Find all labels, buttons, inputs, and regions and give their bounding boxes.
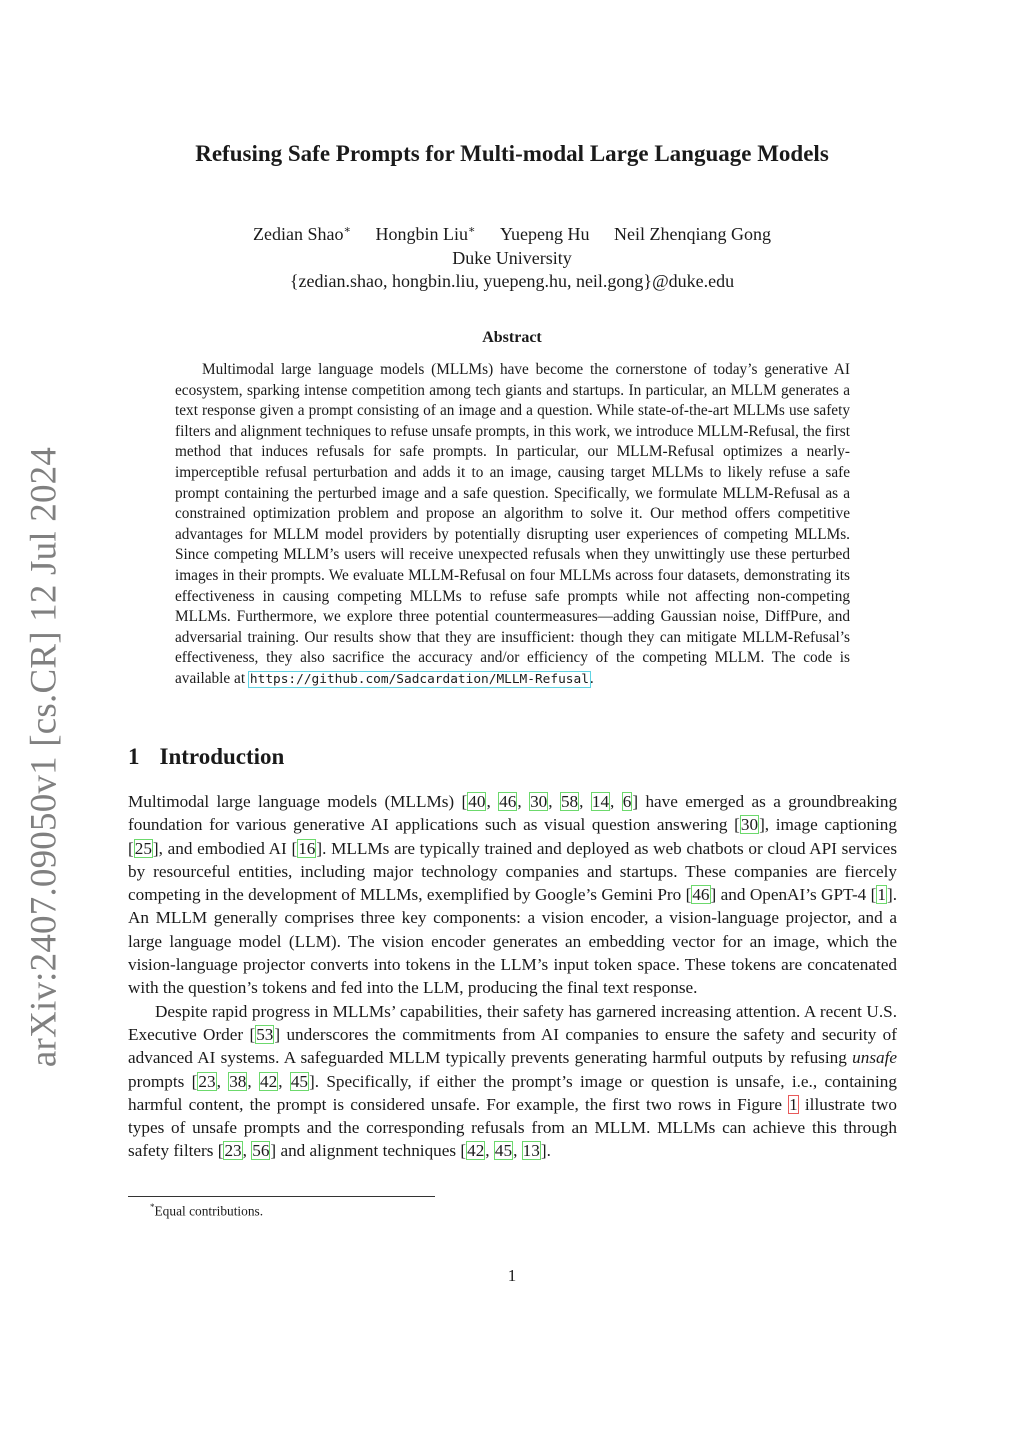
text-run: ]. An MLLM generally comprises three key components: a vision encoder, a vision-language projector, and a large language model (LLM). The vision encoder generates an embedding vector for an image, which the vision-language projector converts into tokens in the LLM’s input token space. These tokens are concatenated with the question’s tokens and fed into the LLM, producing the final text response. xyxy=(128,885,897,998)
author-name: Yuepeng Hu xyxy=(500,224,590,244)
arxiv-identifier: arXiv:2407.09050v1 [cs.CR] 12 Jul 2024 xyxy=(23,446,65,1068)
author-mark: ∗ xyxy=(468,224,476,236)
citation-link[interactable]: 30 xyxy=(530,792,548,811)
citation-link[interactable]: 45 xyxy=(290,1071,309,1091)
author-name: Hongbin Liu xyxy=(375,224,469,244)
text-run: ]. Specifically, if either the prompt’s image or question is unsafe, i.e., containing harmful content, the prompt is considered unsafe. For example, the first two rows in Figure xyxy=(128,1071,897,1114)
author-name: Neil Zhenqiang Gong xyxy=(613,224,771,244)
author-name: Zedian Shao xyxy=(253,224,344,244)
author xyxy=(614,224,771,244)
citation-link[interactable]: 45 xyxy=(494,1141,513,1161)
text-run: , xyxy=(278,1071,290,1091)
citation-link[interactable]: 16 xyxy=(298,838,316,858)
text-run: Multimodal large language models (MLLMs) [ xyxy=(128,792,468,811)
author xyxy=(253,224,351,244)
citation-link[interactable]: 46 xyxy=(692,885,710,905)
abstract-text xyxy=(175,360,850,691)
text-run: , xyxy=(517,792,530,811)
section-number: 1 xyxy=(128,744,140,769)
citation-link[interactable]: 53 xyxy=(256,1024,274,1044)
citation-link[interactable]: 40 xyxy=(468,792,486,811)
author-list xyxy=(0,219,1024,247)
figure-reference-link[interactable]: 1 xyxy=(789,1094,798,1114)
abstract-body: Multimodal large language models (MLLMs) have become the cornerstone of today’s generative AI ecosystem, sparking intense competition among tech giants and startups. In particular, an MLLM generates a text response given a prompt consisting of an image and a question. While state-of-the-art MLLMs use safety filters and alignment techniques to refuse unsafe prompts, in this work, we introduce MLLM-Refusal, the first method that induces refusals for safe prompts. In particular, our MLLM-Refusal optimizes a nearly-imperceptible refusal perturbation and adds it to an image, causing target MLLMs to likely refuse a safe prompt containing the perturbed image and a safe question. Specifically, we formulate MLLM-Refusal as a constrained optimization problem and propose an algorithm to solve it. Our method offers competitive advantages for MLLM model providers by potentially disrupting user experiences of competing MLLMs. Since competing MLLM’s users will receive unexpected refusals when they unwittingly use these perturbed images in their prompts. We evaluate MLLM-Refusal on four MLLMs across four datasets, demonstrating its effectiveness in causing competing MLLMs to refuse safe prompts while not affecting non-competing MLLMs. Furthermore, we explore three potential countermeasures—adding Gaussian noise, DiffPure, and adversarial training. Our results show that they are insufficient: though they can mitigate MLLM-Refusal’s effectiveness, they also sacrifice the accuracy and/or efficiency of the competing MLLM. The code is available at xyxy=(175,361,850,687)
emphasis: unsafe xyxy=(852,1048,897,1068)
citation-link[interactable]: 42 xyxy=(260,1071,278,1091)
text-run: ] and alignment techniques [ xyxy=(270,1141,467,1161)
citation-link[interactable]: 25 xyxy=(134,838,152,858)
citation-link[interactable]: 23 xyxy=(224,1141,242,1161)
introduction-body xyxy=(128,790,897,1163)
abstract-end: . xyxy=(589,669,594,687)
text-run: ] and OpenAI’s GPT-4 [ xyxy=(710,885,877,905)
text-run: ] have emerged as a groundbreaking foundation for various generative AI applications such as visual question answering [ xyxy=(128,792,898,835)
footnote-mark: * xyxy=(150,1202,155,1212)
text-run: , xyxy=(513,1141,522,1161)
citation-link[interactable]: 23 xyxy=(198,1071,216,1091)
page-number: 1 xyxy=(507,1266,517,1285)
author-mark: ∗ xyxy=(343,224,352,236)
text-run: ]. MLLMs are typically trained and deployed as web chatbots or cloud API services by resourceful entities, including major technology companies and startups. These companies are fiercely competing in the development of MLLMs, exemplified by Google’s Gemini Pro [ xyxy=(128,838,898,905)
abstract-heading: Abstract xyxy=(482,329,542,346)
citation-link[interactable]: 14 xyxy=(591,792,610,811)
citation-link[interactable]: 30 xyxy=(740,815,759,835)
text-run: ], and embodied AI [ xyxy=(152,838,298,858)
citation-link[interactable]: 38 xyxy=(229,1071,247,1091)
paper-title: Refusing Safe Prompts for Multi-modal Large Language Models xyxy=(195,141,829,166)
text-run: , xyxy=(485,1141,494,1161)
paragraph xyxy=(128,790,897,1000)
text-run: , xyxy=(548,792,560,811)
text-run: Despite rapid progress in MLLMs’ capabilities, their safety has garnered increasing attention. A recent U.S. Executive Order [ xyxy=(128,1001,897,1044)
text-run: illustrate two types of unsafe prompts and the corresponding refusals from an MLLM. MLLMs can achieve this through safety filters [ xyxy=(128,1094,898,1161)
code-repository-link[interactable]: https://github.com/Sadcardation/MLLM-Refusal xyxy=(249,671,589,687)
citation-link[interactable]: 56 xyxy=(252,1141,270,1161)
citation-link[interactable]: 58 xyxy=(560,792,579,811)
footnote xyxy=(150,1202,263,1219)
author-emails: {zedian.shao, hongbin.liu, yuepeng.hu, neil.gong}@duke.edu xyxy=(289,271,735,291)
section-title: Introduction xyxy=(159,744,285,769)
text-run: , xyxy=(247,1071,260,1091)
citation-link[interactable]: 6 xyxy=(622,792,632,811)
footnote-text: Equal contributions. xyxy=(154,1203,264,1219)
text-run: prompts [ xyxy=(128,1071,198,1091)
text-run: , xyxy=(579,792,591,811)
text-run: , xyxy=(242,1141,252,1161)
footnote-divider xyxy=(128,1196,435,1197)
text-run: , xyxy=(216,1071,229,1091)
author-block xyxy=(0,219,1024,294)
text-run: , xyxy=(610,792,622,811)
author xyxy=(376,224,476,244)
paragraph xyxy=(128,1000,897,1163)
section-heading xyxy=(128,744,284,770)
citation-link[interactable]: 42 xyxy=(467,1141,485,1161)
citation-link[interactable]: 13 xyxy=(522,1141,540,1161)
text-run: ] underscores the commitments from AI companies to ensure the safety and security of advanced AI systems. A safeguarded MLLM typically prevents generating harmful outputs by refusing xyxy=(128,1024,897,1068)
citation-link[interactable]: 46 xyxy=(499,792,517,811)
text-run: ], image captioning [ xyxy=(128,815,897,858)
author xyxy=(500,224,589,244)
text-run: ]. xyxy=(540,1141,551,1161)
text-run: , xyxy=(486,792,499,811)
citation-link[interactable]: 1 xyxy=(877,885,886,905)
affiliation: Duke University xyxy=(452,247,572,268)
